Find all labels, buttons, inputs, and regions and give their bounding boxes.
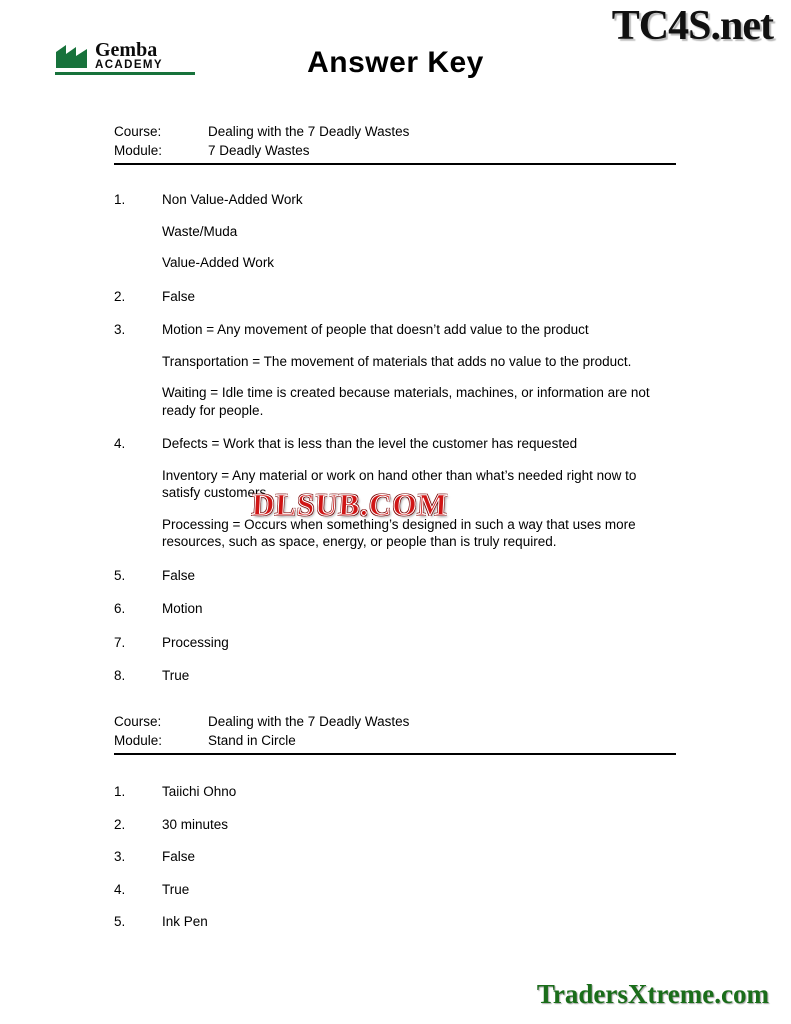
item-number: 2. <box>114 816 126 832</box>
item-line: False <box>162 567 196 583</box>
item-line: Transportation = The movement of materials that adds no value to the product. <box>162 353 632 369</box>
list-item <box>114 816 676 834</box>
item-line: Taiichi Ohno <box>162 784 237 799</box>
item-line: Motion <box>162 601 203 616</box>
item-line: True <box>162 668 190 683</box>
item-line: Defects = Work that is less than the level the customer has requested <box>162 436 578 451</box>
item-line: Value-Added Work <box>162 255 275 270</box>
item-line: Ink Pen <box>162 914 208 929</box>
item-line: True <box>162 881 190 897</box>
answer-list <box>114 191 676 685</box>
item-number: 7. <box>114 634 126 650</box>
watermark-dlsub: DLSUB.COM <box>251 487 449 522</box>
item-line: 30 minutes <box>162 816 229 832</box>
item-number: 8. <box>114 668 126 683</box>
list-item <box>114 567 676 585</box>
item-line: Inventory = Any material or work on hand other than what’s needed right now to satisfy customers. <box>162 467 637 500</box>
item-body <box>162 913 676 931</box>
list-item <box>114 600 676 618</box>
item-line: Non Value-Added Work <box>162 192 303 207</box>
course-value: Dealing with the 7 Deadly Wastes <box>208 124 410 139</box>
item-body <box>162 321 676 419</box>
module-label: Module: <box>114 143 163 158</box>
list-item <box>114 634 676 652</box>
item-line: Waiting = Idle time is created because materials, machines, or information are not ready for people. <box>162 385 650 418</box>
module-value: Stand in Circle <box>208 733 296 748</box>
module-value: 7 Deadly Wastes <box>208 143 310 158</box>
course-label: Course: <box>114 714 162 729</box>
item-number: 3. <box>114 322 126 337</box>
section-divider <box>114 163 676 165</box>
item-line: Processing <box>162 634 229 650</box>
answer-list <box>114 783 676 931</box>
course-row <box>114 122 676 141</box>
course-value: Dealing with the 7 Deadly Wastes <box>208 714 410 729</box>
logo-primary-text: Gemba <box>95 39 158 61</box>
item-number: 5. <box>114 567 126 583</box>
list-item <box>114 667 676 685</box>
section-seven-deadly-wastes <box>114 122 676 701</box>
list-item <box>114 288 676 306</box>
watermark-tradersxtreme: TradersXtreme.com <box>536 979 769 1009</box>
item-body <box>162 567 676 585</box>
item-body <box>162 288 676 306</box>
list-item <box>114 321 676 419</box>
item-number: 4. <box>114 881 126 897</box>
item-line: Waste/Muda <box>162 223 238 239</box>
module-label: Module: <box>114 733 163 748</box>
section-divider <box>114 753 676 755</box>
item-number: 2. <box>114 288 126 304</box>
item-body <box>162 848 676 866</box>
module-row <box>114 731 676 750</box>
item-body <box>162 600 676 618</box>
item-body <box>162 816 676 834</box>
watermark-tc4s: TC4S.net <box>611 3 773 49</box>
item-number: 6. <box>114 601 126 616</box>
logo-secondary-text: ACADEMY <box>95 59 163 72</box>
item-line: False <box>162 849 196 864</box>
item-number: 1. <box>114 784 126 799</box>
item-body <box>162 191 676 272</box>
section-stand-in-circle <box>114 712 676 946</box>
list-item <box>114 783 676 801</box>
item-body <box>162 667 676 685</box>
course-row <box>114 712 676 731</box>
module-row <box>114 141 676 160</box>
list-item <box>114 191 676 272</box>
item-line: Motion = Any movement of people that doesn’t add value to the product <box>162 322 589 337</box>
list-item <box>114 913 676 931</box>
item-body <box>162 783 676 801</box>
item-number: 3. <box>114 849 126 864</box>
page-title: Answer Key <box>307 46 484 79</box>
item-body <box>162 881 676 899</box>
item-line: False <box>162 288 196 304</box>
list-item <box>114 881 676 899</box>
item-body <box>162 634 676 652</box>
item-number: 4. <box>114 436 126 451</box>
item-line: Processing = Occurs when something’s designed in such a way that uses more resources, such as space, energy, or people than is truly required. <box>162 516 636 549</box>
list-item <box>114 848 676 866</box>
course-label: Course: <box>114 124 162 139</box>
item-number: 1. <box>114 192 126 207</box>
item-number: 5. <box>114 914 126 929</box>
